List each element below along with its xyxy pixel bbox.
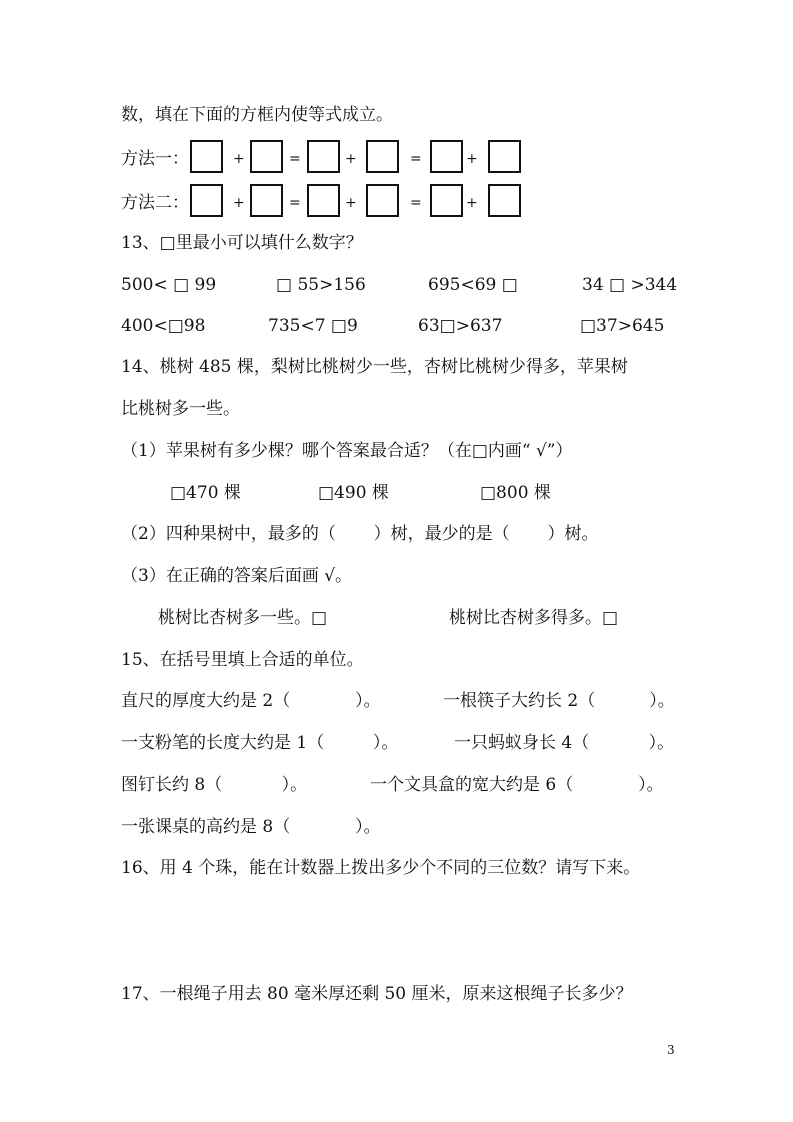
plus-sign: + [233,151,245,167]
q14-line2: 比桃树多一些。 [121,399,240,419]
q17-text: 17、一根绳子用去 80 毫米厚还剩 50 厘米，原来这根绳子长多少？ [121,984,633,1004]
answer-box[interactable] [190,140,223,173]
plus-sign: + [345,151,357,167]
answer-box[interactable] [488,140,521,173]
equal-sign: = [410,195,422,211]
equal-sign: = [289,195,301,211]
equal-sign: = [289,151,301,167]
q13-item: 500< □ 99 [121,275,217,295]
q13-item: 695<69 □ [428,275,518,295]
plus-sign: + [466,151,478,167]
q14-choice-a[interactable]: 桃树比杏树多一些。□ [158,608,328,628]
q14-sub1: （1）苹果树有多少棵？哪个答案最合适？（在□内画“ √”） [121,441,573,461]
q14-option[interactable]: □800 棵 [480,483,551,503]
q13-title: 13、□里最小可以填什么数字？ [121,233,363,253]
answer-box[interactable] [430,140,463,173]
plus-sign: + [233,195,245,211]
q15-title: 15、在括号里填上合适的单位。 [121,650,364,670]
answer-box[interactable] [366,184,399,217]
page-number: 3 [667,1043,675,1057]
q13-item: 400<□98 [121,316,206,336]
equal-sign: = [410,151,422,167]
q15-item: 一支粉笔的长度大约是 1（ ）。 [121,733,399,753]
method1-label: 方法一： [121,149,189,169]
q15-item: 一只蚂蚁身长 4（ ）。 [454,733,675,753]
answer-box[interactable] [307,140,340,173]
q14-option[interactable]: □490 棵 [318,483,389,503]
q15-item: 一个文具盒的宽大约是 6（ ）。 [370,775,664,795]
plus-sign: + [466,195,478,211]
q13-item: 34 □ >344 [582,275,678,295]
q15-item: 一张课桌的高约是 8（ ）。 [121,817,381,837]
method2-label: 方法二： [121,193,189,213]
q16-text: 16、用 4 个珠，能在计数器上拨出多少个不同的三位数？请写下来。 [121,858,641,878]
plus-sign: + [345,195,357,211]
q14-option[interactable]: □470 棵 [170,483,241,503]
answer-box[interactable] [307,184,340,217]
q14-sub3: （3）在正确的答案后面画 √。 [121,566,353,586]
q14-line1: 14、桃树 485 棵，梨树比桃树少一些，杏树比桃树少得多，苹果树 [121,357,628,377]
answer-box[interactable] [430,184,463,217]
intro-text: 数，填在下面的方框内使等式成立。 [121,105,393,125]
answer-box[interactable] [488,184,521,217]
q13-item: 63□>637 [418,316,503,336]
answer-box[interactable] [250,184,283,217]
q15-item: 图钉长约 8（ ）。 [121,775,308,795]
q15-item: 一根筷子大约长 2（ ）。 [443,691,675,711]
q14-choice-b[interactable]: 桃树比杏树多得多。□ [449,608,619,628]
q13-item: □ 55>156 [276,275,366,295]
answer-box[interactable] [366,140,399,173]
answer-box[interactable] [190,184,223,217]
answer-box[interactable] [250,140,283,173]
q15-item: 直尺的厚度大约是 2（ ）。 [121,691,381,711]
q13-item: 735<7 □9 [268,316,358,336]
q13-item: □37>645 [580,316,665,336]
q14-sub2: （2）四种果树中，最多的（ ）树，最少的是（ ）树。 [121,524,599,544]
